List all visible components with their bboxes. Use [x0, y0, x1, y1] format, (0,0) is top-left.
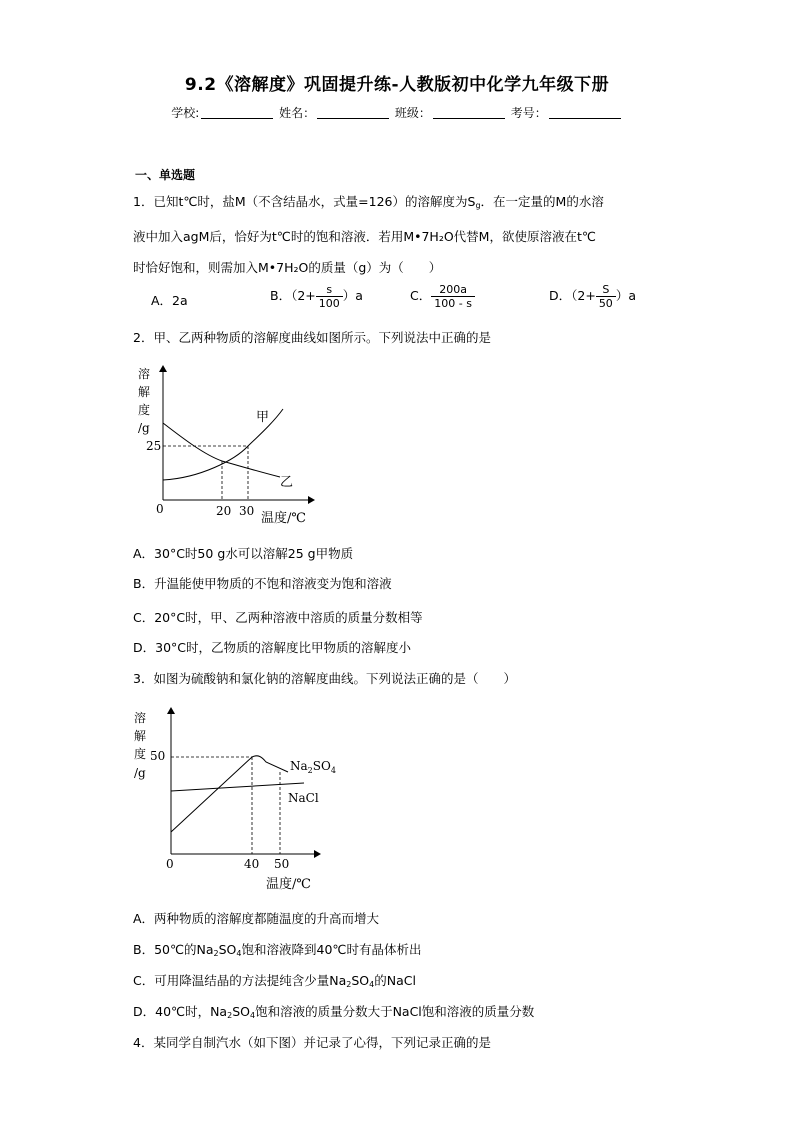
- chart1-xlabel: 温度/℃: [261, 511, 306, 526]
- chart2-xlabel: 温度/℃: [266, 877, 311, 892]
- chart2-y-tick-50: 50: [150, 749, 166, 763]
- chart1-label-jia: 甲: [256, 410, 270, 425]
- question-1: [133, 186, 668, 283]
- chart2-label-na2so4: $Na_2SO_4$: [290, 759, 336, 775]
- question-3-stem: 3．如图为硫酸钠和氯化钠的溶解度曲线。下列说法正确的是（ ）: [133, 671, 516, 686]
- chart1-x-tick-30: 30: [239, 504, 255, 518]
- chart1-x-tick-20: 20: [216, 504, 232, 518]
- q3-option-c: C．可用降温结晶的方法提纯含少量$Na_2SO_4$的NaCl: [133, 973, 416, 989]
- chart1-ylabel-1: 溶: [138, 367, 151, 381]
- q1-option-b: B．（2+ $\frac{s}{100}$ ）a: [270, 283, 363, 310]
- q1-option-d-fraction: $\frac{S}{50}$: [596, 283, 616, 310]
- chart2-x-tick-50: 50: [274, 857, 290, 871]
- school-blank[interactable]: [201, 106, 273, 119]
- q3-option-b: B．50℃的$Na_2SO_4$饱和溶液降到40℃时有晶体析出: [133, 942, 422, 958]
- class-blank[interactable]: [433, 106, 505, 119]
- q1-option-c: C． $\frac{200a}{100 - s}$: [410, 283, 475, 310]
- page-title: 9.2《溶解度》巩固提升练-人教版初中化学九年级下册: [184, 75, 610, 95]
- chart1-y-tick-25: 25: [146, 439, 162, 453]
- exam-no-label: 考号：: [510, 106, 547, 120]
- question-2-stem: 2．甲、乙两种物质的溶解度曲线如图所示。下列说法中正确的是: [133, 330, 491, 345]
- q3-option-d: D．40℃时，$Na_2SO_4$饱和溶液的质量分数大于NaCl饱和溶液的质量分数: [133, 1004, 535, 1020]
- q2-option-d: D．30°C时，乙物质的溶解度比甲物质的溶解度小: [133, 640, 412, 655]
- chart2-curve-nacl: [171, 783, 304, 791]
- q2-option-a: A．30°C时50 g水可以溶解25 g甲物质: [133, 546, 354, 561]
- q1-line-3: 时恰好饱和，则需加入M•7H₂O的质量（g）为（ ）: [133, 260, 442, 275]
- solubility-chart-1: [130, 360, 330, 530]
- school-label: 学校:: [171, 106, 200, 120]
- chart1-ylabel-2: 解: [138, 385, 151, 399]
- q2-option-b: B．升温能使甲物质的不饱和溶液变为饱和溶液: [133, 576, 392, 591]
- exam-no-blank[interactable]: [549, 106, 621, 119]
- class-label: 班级：: [394, 106, 431, 120]
- chart1-ylabel-3: 度: [138, 403, 151, 417]
- chart2-ylabel-1: 溶: [134, 711, 147, 725]
- chart2-ylabel-3: 度: [134, 747, 147, 761]
- question-4-stem: 4．某同学自制汽水（如下图）并记录了心得，下列记录正确的是: [133, 1035, 491, 1050]
- chart1-origin: 0: [156, 502, 164, 516]
- q1-line-2: 液中加入agM后，恰好为t℃时的饱和溶液．若用M•7H₂O代替M，欲使原溶液在t℃: [133, 229, 596, 244]
- chart2-ylabel-2: 解: [134, 729, 147, 743]
- q3-option-a: A．两种物质的溶解度都随温度的升高而增大: [133, 911, 380, 926]
- chart1-ylabel-4: /g: [138, 421, 150, 435]
- solubility-chart-2: [128, 702, 348, 898]
- chart1-label-yi: 乙: [280, 475, 294, 490]
- q2-option-c: C．20°C时，甲、乙两种溶液中溶质的质量分数相等: [133, 610, 423, 625]
- chart2-origin: 0: [166, 857, 174, 871]
- student-info-line: [0, 104, 794, 121]
- chart2-label-nacl: NaCl: [288, 791, 319, 805]
- chart2-x-tick-40: 40: [244, 857, 260, 871]
- q1-option-a: A．2a: [151, 293, 188, 308]
- q1-option-c-fraction: $\frac{200a}{100 - s}$: [431, 283, 475, 310]
- chart2-curve-na2so4: [171, 756, 288, 832]
- q1-option-d: D．（2+ $\frac{S}{50}$ ）a: [549, 283, 636, 310]
- name-blank[interactable]: [317, 106, 389, 119]
- q1-line-1: 1．已知t℃时，盐M（不含结晶水，式量=126）的溶解度为$S_g$．在一定量的M的水溶: [133, 194, 604, 210]
- chart1-curve-yi: [163, 423, 280, 477]
- chart2-ylabel-4: /g: [134, 766, 146, 780]
- section-title: 一、单选题: [135, 168, 196, 182]
- q1-option-b-fraction: $\frac{s}{100}$: [316, 283, 343, 310]
- name-label: 姓名：: [279, 106, 316, 120]
